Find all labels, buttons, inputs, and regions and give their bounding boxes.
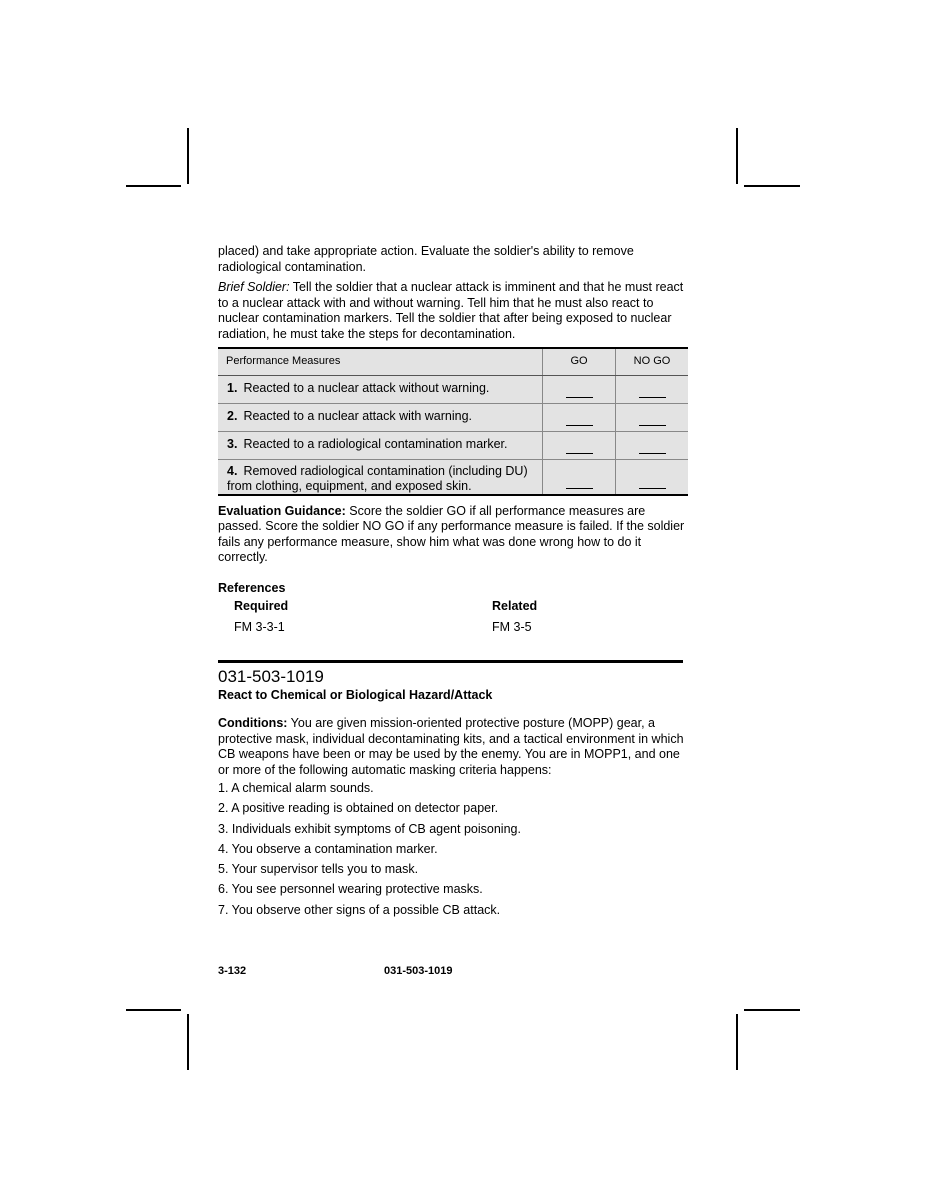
list-item: 6. You see personnel wearing protective masks. <box>218 882 483 897</box>
crop-mark-top-left-h <box>126 185 181 187</box>
list-item: 3. Individuals exhibit symptoms of CB agent poisoning. <box>218 821 521 836</box>
go-blank <box>543 459 616 495</box>
crop-mark-bottom-right-h <box>744 1009 800 1011</box>
task-title: React to Chemical or Biological Hazard/Attack <box>218 688 493 702</box>
performance-measures-header: Performance Measures <box>218 348 543 375</box>
related-references <box>492 599 537 635</box>
brief-soldier-paragraph <box>218 280 688 342</box>
measure-text: Removed radiological contamination (including DU) from clothing, equipment, and exposed skin. <box>227 463 528 493</box>
conditions-text: You are given mission-oriented protective posture (MOPP) gear, a protective mask, individual decontaminating kits, and a tactical environment in which CB weapons have been or may be used by the enemy. You are in MOPP1, and one or more of the following automatic masking criteria happens: <box>218 716 684 777</box>
measure-text: Reacted to a radiological contamination marker. <box>243 437 508 452</box>
list-item: 2. A positive reading is obtained on detector paper. <box>218 801 499 816</box>
continued-paragraph: placed) and take appropriate action. Evaluate the soldier's ability to remove radiological contamination. <box>218 244 634 274</box>
go-header: GO <box>543 348 616 375</box>
section-divider <box>218 660 683 663</box>
measure-text: Reacted to a nuclear attack with warning. <box>243 409 473 424</box>
brief-soldier-label: Brief Soldier: <box>218 280 290 294</box>
evaluation-guidance-label: Evaluation Guidance: <box>218 503 346 518</box>
measure-number: 1. <box>227 381 238 396</box>
list-item: 4. You observe a contamination marker. <box>218 841 438 856</box>
table-row <box>218 403 688 431</box>
list-item: 5. Your supervisor tells you to mask. <box>218 862 419 877</box>
conditions-paragraph <box>218 716 688 778</box>
crop-mark-bottom-right-v <box>736 1014 738 1070</box>
go-blank <box>543 403 616 431</box>
crop-mark-bottom-left-v <box>187 1014 189 1070</box>
crop-mark-top-right-v <box>736 128 738 184</box>
references-block <box>218 599 688 641</box>
page-number: 3-132 <box>218 965 247 977</box>
masking-criteria-list <box>218 781 688 918</box>
table-row <box>218 431 688 459</box>
nogo-blank <box>616 403 689 431</box>
task-number: 031-503-1019 <box>218 667 324 686</box>
nogo-blank <box>616 375 689 403</box>
related-label: Related <box>492 599 538 613</box>
nogo-blank <box>616 459 689 495</box>
crop-mark-bottom-left-h <box>126 1009 181 1011</box>
go-blank <box>543 431 616 459</box>
brief-soldier-text: Tell the soldier that a nuclear attack is imminent and that he must react to a nuclear attack with and without warning. Tell him that he must also react to nuclear contamination markers. Tell the soldier that after being exposed to nuclear radiation, he must take the steps for decontamination. <box>218 280 684 341</box>
task-content <box>218 244 688 641</box>
go-blank <box>543 375 616 403</box>
conditions-section <box>218 716 688 923</box>
measure-cell <box>218 375 543 403</box>
list-item: 1. A chemical alarm sounds. <box>218 781 374 795</box>
evaluation-guidance-text: Score the soldier GO if all performance measures are passed. Score the soldier NO GO if any performance measure is failed. If the soldier fails any performance measure, show him what was done wrong how to do it correctly. <box>218 503 685 564</box>
measure-number: 3. <box>227 437 238 452</box>
table-row <box>218 459 688 495</box>
measure-number: 4. <box>227 463 238 478</box>
footer-task-number: 031-503-1019 <box>384 965 453 977</box>
crop-mark-top-left-v <box>187 128 189 184</box>
related-value: FM 3-5 <box>492 619 532 634</box>
table-header-row <box>218 348 688 375</box>
conditions-label: Conditions: <box>218 716 288 730</box>
measure-cell <box>218 431 543 459</box>
measure-cell <box>218 403 543 431</box>
performance-measures-table <box>218 347 688 496</box>
measure-text: Reacted to a nuclear attack without warning. <box>243 381 490 396</box>
crop-mark-top-right-h <box>744 185 800 187</box>
nogo-header: NO GO <box>616 348 689 375</box>
measure-cell <box>218 459 543 495</box>
nogo-blank <box>616 431 689 459</box>
required-label: Required <box>234 599 289 613</box>
required-references <box>234 599 288 635</box>
measure-number: 2. <box>227 409 238 424</box>
list-item: 7. You observe other signs of a possible CB attack. <box>218 902 501 917</box>
evaluation-guidance <box>218 504 688 566</box>
references-title: References <box>218 580 286 595</box>
required-value: FM 3-3-1 <box>234 619 285 634</box>
table-row <box>218 375 688 403</box>
